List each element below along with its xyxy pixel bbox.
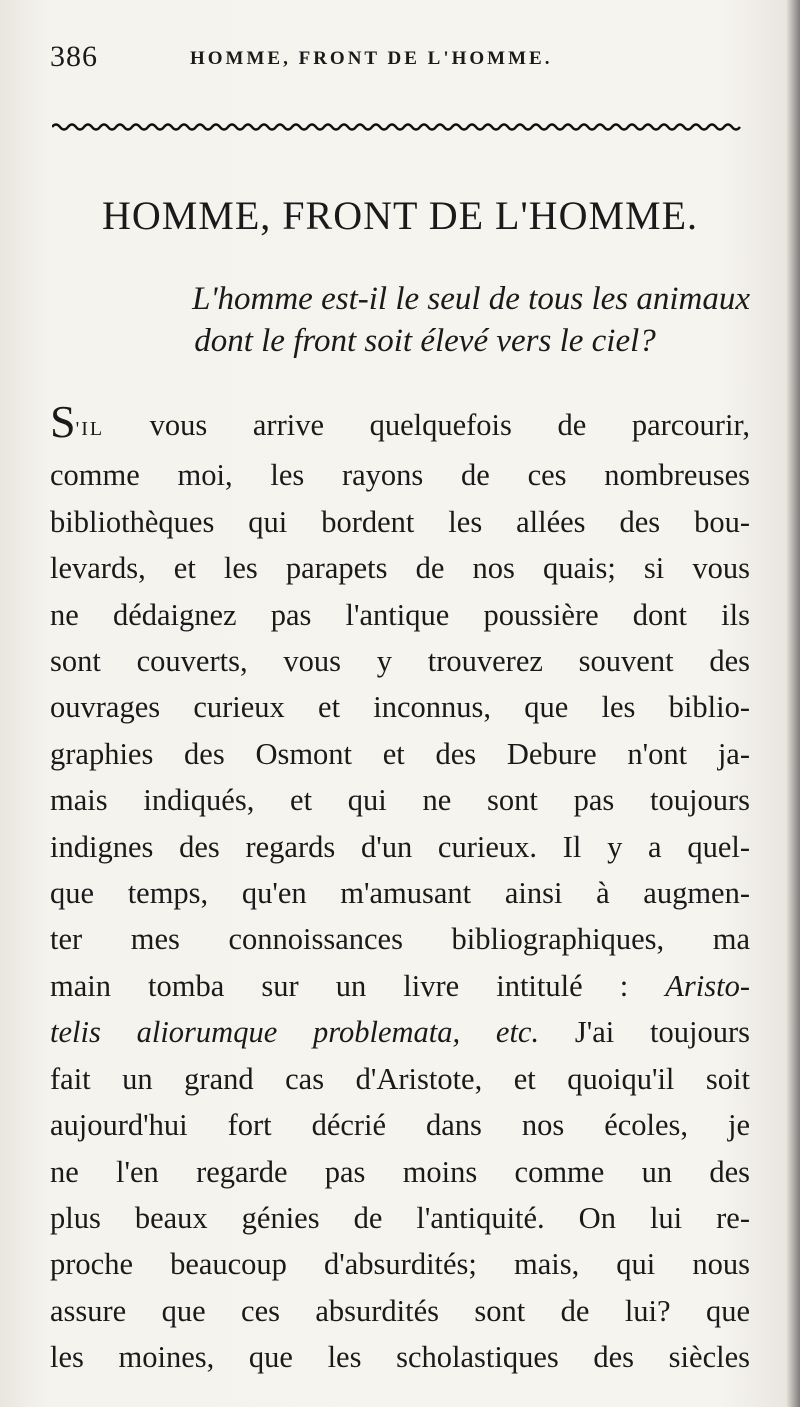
text-line: assure que ces absurdités sont de lui? que <box>50 1293 750 1328</box>
chapter-subtitle <box>60 278 750 362</box>
wavy-rule-divider <box>52 120 742 134</box>
text-line: levards, et les parapets de nos quais; si vous <box>50 551 750 586</box>
drop-cap: S <box>50 396 76 447</box>
book-title-italic: Aristo- <box>665 968 750 1003</box>
text-line <box>50 963 750 1009</box>
book-title-italic: telis aliorumque problemata, etc. <box>50 1015 540 1050</box>
text-segment: main tomba sur un livre intitulé : <box>50 968 629 1003</box>
text-line: ouvrages curieux et inconnus, que les biblio- <box>50 690 750 725</box>
text-line: proche beaucoup d'absurdités; mais, qui nous <box>50 1247 750 1282</box>
page-header <box>50 40 740 80</box>
chapter-title: HOMME, FRONT DE L'HOMME. <box>101 193 699 238</box>
text-line: sont couverts, vous y trouverez souvent des <box>50 644 750 679</box>
paragraph-first-line <box>50 396 750 452</box>
text-line <box>50 1009 750 1055</box>
text-line: ne l'en regarde pas moins comme un des <box>50 1154 750 1189</box>
text-line: que temps, qu'en m'amusant ainsi à augmen- <box>50 876 750 911</box>
text-line: bibliothèques qui bordent les allées des bou- <box>50 504 750 539</box>
text-line: les moines, que les scholastiques des siècles <box>50 1340 750 1375</box>
text-line: ter mes connoissances bibliographiques, ma <box>50 922 750 957</box>
text-line: plus beaux génies de l'antiquité. On lui re- <box>50 1200 750 1235</box>
text-line: mais indiqués, et qui ne sont pas toujours <box>50 783 750 818</box>
subtitle-line-1: L'homme est-il le seul de tous les animaux <box>192 281 750 317</box>
subtitle-line-2: dont le front soit élevé vers le ciel? <box>194 323 656 359</box>
text-segment: J'ai toujours <box>574 1015 750 1050</box>
text-line: indignes des regards d'un curieux. Il y a quel- <box>50 829 750 864</box>
text-line: comme moi, les rayons de ces nombreuses <box>50 458 750 493</box>
body-text <box>50 396 750 1381</box>
small-caps-opening: 'IL <box>75 418 105 440</box>
page-number: 386 <box>50 40 98 73</box>
text-line: fait un grand cas d'Aristote, et quoiqu'il soit <box>50 1061 750 1096</box>
running-head: HOMME, FRONT DE L'HOMME. <box>190 48 553 69</box>
text-line: ne dédaignez pas l'antique poussière dont ils <box>50 597 750 632</box>
text-line: graphies des Osmont et des Debure n'ont ja- <box>50 736 750 771</box>
text-line: aujourd'hui fort décrié dans nos écoles, je <box>50 1108 750 1143</box>
first-line-rest: vous arrive quelquefois de parcourir, <box>149 408 750 442</box>
